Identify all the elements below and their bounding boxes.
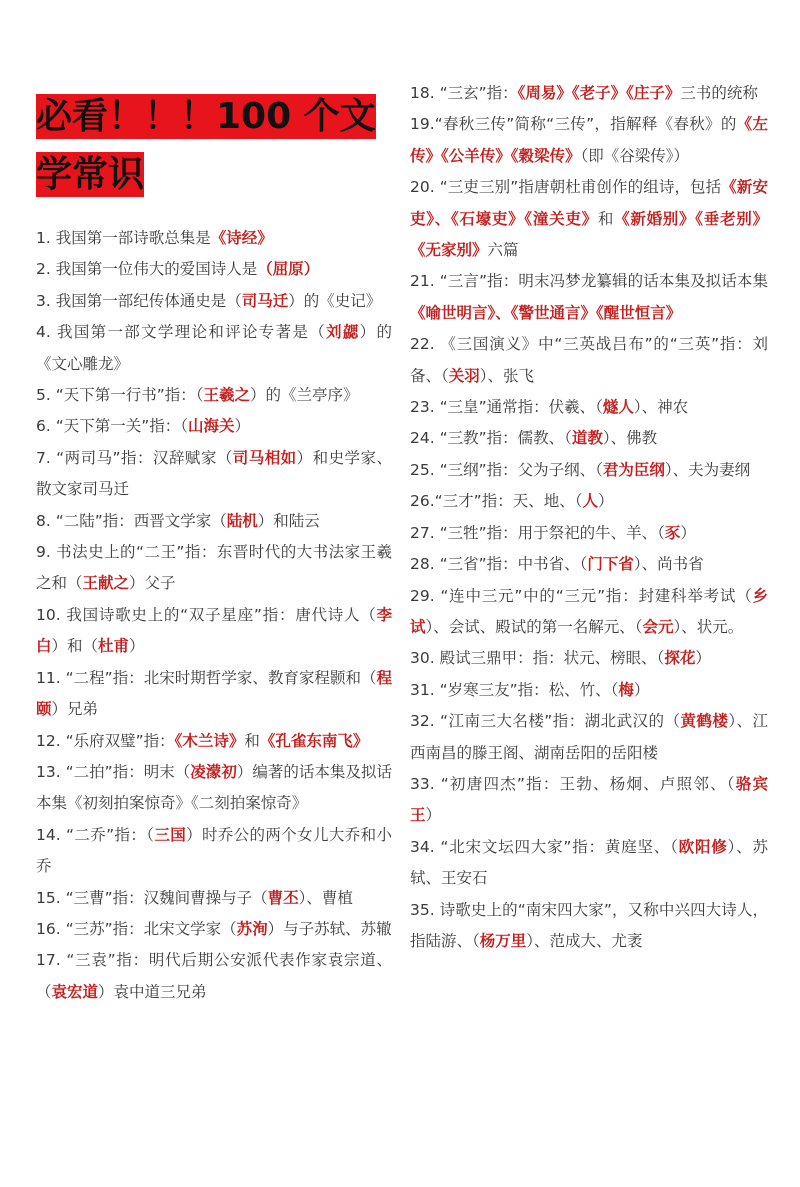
item-text: 4. 我国第一部文学理论和评论专著是（ [36,323,327,342]
list-item [36,443,392,506]
list-item [36,945,392,1008]
item-text: ）、佛教 [602,429,658,448]
item-text: 8. “二陆”指：西晋文学家（ [36,511,227,530]
list-item [410,266,768,329]
list-item [410,172,768,266]
list-item [36,506,392,537]
list-item [410,392,768,423]
item-text: 15. “三曹”指：汉魏间曹操与子（ [36,888,268,907]
item-text: ）和史学家、散文家司马迁 [36,448,392,499]
item-text: 1. 我国第一部诗歌总集是 [36,229,211,247]
item-text: ）、尚书省 [633,555,704,574]
item-text: 18. “三玄”指： [410,84,518,102]
list-item [36,537,392,600]
item-text: ）、苏轼、王安石 [410,837,768,888]
list-item [36,411,392,442]
item-text: ） [425,806,442,825]
list-item [36,286,392,317]
list-item [410,455,768,486]
item-text: 19.“春秋三传”简称“三传”，指解释《春秋》的 [410,115,737,134]
list-item [36,726,392,757]
item-text: 25. “三纲”指：父为子纲、（ [410,460,603,479]
list-item [410,581,768,644]
item-text: （即《谷梁传》） [580,146,690,165]
item-text: ）和陆云 [257,511,320,530]
highlighted-answer: 豕 [664,523,681,542]
list-item [36,883,392,914]
highlighted-answer: 《木兰诗》 [174,731,245,750]
highlighted-answer: 杜甫 [98,637,130,656]
highlighted-answer: 刘勰 [326,323,360,342]
highlighted-answer: 凌濛初 [190,762,237,781]
highlighted-answer: 《左传》《公羊传》《穀梁传》 [410,115,768,165]
item-text: ） [633,680,650,699]
item-text: 27. “三牲”指：用于祭祀的牛、羊、（ [410,523,665,542]
item-text: 5. “天下第一行书”指：（ [36,386,204,405]
highlighted-answer: 欧阳修 [678,837,728,856]
item-text: 14. “二乔”指：（ [36,825,155,844]
highlighted-answer: 杨万里 [479,931,527,950]
item-text: 12. “乐府双璧”指： [36,731,175,750]
highlighted-answer: 《新婚别》《垂老别》《无家别》 [410,209,768,260]
item-text: 23. “三皇”通常指：伏羲、（ [410,398,603,417]
item-text: 32. “江南三大名楼”指：湖北武汉的（ [410,712,681,731]
item-text: ）父子 [129,574,176,593]
highlighted-answer: 李白 [36,605,392,656]
item-text: ） [695,649,711,668]
list-item [36,663,392,726]
list-item [36,223,392,254]
item-text: 22. 《三国演义》中“三英战吕布”的“三英”指：刘备、（ [410,335,768,385]
item-text: ）的《文心雕龙》 [36,323,392,373]
item-text: 10. 我国诗歌史上的“双子星座”指：唐代诗人（ [36,605,377,624]
list-item [36,757,392,820]
highlighted-answer: 会元 [642,617,674,636]
item-text: ）、夫为妻纲 [664,460,751,479]
item-text: 9. 书法史上的“二王”指：东晋时代的大书法家王羲之和（ [36,543,392,593]
item-text: 29. “连中三元”中的“三元”指：封建科举考试（ [410,586,753,605]
highlighted-answer: 司马相如 [232,448,297,467]
item-text: ）的《兰亭序》 [250,386,359,405]
item-text: 33. “初唐四杰”指：王勃、杨炯、卢照邻、（ [410,774,736,793]
item-text: 21. “三言”指：明末冯梦龙纂辑的话本集及拟话本集 [410,272,768,291]
item-text: 35. 诗歌史上的“南宋四大家”，又称中兴四大诗人，指陆游、（ [410,900,768,950]
item-text: 和 [244,731,260,750]
highlighted-answer: 人 [582,492,598,511]
item-text: ） [597,492,614,511]
list-item [36,820,392,883]
highlighted-answer: 曹丕 [267,888,299,907]
item-text: ）和（ [51,637,99,656]
highlighted-answer: 黄鹤楼 [680,712,729,731]
page-title-text: 必看！！！100 个文学常识 [36,96,376,195]
highlighted-answer: 三国 [154,825,187,844]
highlighted-answer: 司马迁 [241,291,289,310]
list-item [36,380,392,411]
item-text: ）、张飞 [479,366,535,385]
item-text: ）、曹植 [298,888,353,907]
list-item [410,895,768,958]
list-item [410,706,768,769]
highlighted-answer: 道教 [571,429,603,448]
highlighted-answer: 乡试 [410,586,768,636]
item-text: 13. “二拍”指：明末（ [36,762,191,781]
highlighted-answer: 《孔雀东南飞》 [259,731,369,750]
list-item [410,423,768,454]
highlighted-answer: 陆机 [226,511,258,530]
list-item [410,518,768,549]
list-item [410,329,768,392]
list-item [36,914,392,945]
item-text: 24. “三教”指：儒教、（ [410,429,572,448]
highlighted-answer: 《周易》《老子》《庄子》 [517,84,681,102]
item-text: 17. “三袁”指：明代后期公安派代表作家袁宗道、（ [36,951,392,1001]
highlighted-answer: 门下省 [587,555,634,574]
list-item [410,486,768,517]
list-item [410,643,768,674]
item-text: ） [234,417,251,436]
highlighted-answer: 君为臣纲 [602,460,665,479]
item-text: ）兄弟 [51,700,99,719]
highlighted-answer: 王献之 [82,574,130,593]
item-text: 2. 我国第一位伟大的爱国诗人是 [36,260,258,279]
highlighted-answer: 《诗经》 [210,229,273,247]
left-column-list [36,223,392,1008]
highlighted-answer: 袁宏道 [51,982,99,1001]
item-text: ）、状元。 [673,617,744,636]
highlighted-answer: 梅 [618,680,634,699]
highlighted-answer: 《新安吏》、《石壕吏》《潼关吏》 [410,178,768,228]
item-text: 20. “三吏三别”指唐朝杜甫创作的组诗，包括 [410,178,722,197]
item-text: ）时乔公的两个女儿大乔和小乔 [36,825,392,876]
item-text: 34. “北宋文坛四大家”指：黄庭坚、（ [410,837,679,856]
item-text: ）编著的话本集及拟话本集《初刻拍案惊奇》《二刻拍案惊奇》 [36,762,392,813]
item-text: 30. 殿试三鼎甲：指：状元、榜眼、（ [410,649,665,668]
highlighted-answer: （屈原） [257,260,320,279]
item-text: 16. “三苏”指：北宋文学家（ [36,919,237,938]
item-text: 3. 我国第一部纪传体通史是（ [36,291,242,310]
list-item [36,600,392,663]
right-column-list [410,78,768,957]
item-text: ） [129,637,145,656]
list-item [410,769,768,832]
highlighted-answer: 关羽 [448,366,480,385]
item-text: ）、神农 [633,398,689,417]
item-text: 7. “两司马”指：汉辞赋家（ [36,448,233,467]
highlighted-answer: 山海关 [188,417,235,436]
list-item [410,78,768,109]
item-text: ）与子苏轼、苏辙 [267,919,392,938]
item-text: ） [680,523,696,542]
item-text: ）袁中道三兄弟 [98,982,207,1001]
item-text: 三书的统称 [680,84,758,102]
item-text: 28. “三省”指：中书省、（ [410,555,588,574]
item-text: 6. “天下第一关”指：（ [36,417,189,436]
list-item [410,549,768,580]
item-text: ）、范成大、尤袤 [526,931,643,950]
highlighted-answer: 《喻世明言》、《警世通言》《醒世恒言》 [410,303,682,322]
item-text: 六篇 [487,241,519,260]
highlighted-answer: 程颐 [36,668,392,719]
highlighted-answer: 骆宾王 [410,774,768,825]
list-item [36,317,392,380]
item-text: 和 [597,209,615,228]
highlighted-answer: 燧人 [602,398,634,417]
highlighted-answer: 探花 [664,649,696,668]
list-item [410,675,768,706]
item-text: ）的《史记》 [288,291,382,310]
item-text: ）、江西南昌的滕王阁、湖南岳阳的岳阳楼 [410,712,768,762]
item-text: 31. “岁寒三友”指：松、竹、（ [410,680,619,699]
list-item [410,109,768,172]
item-text: 11. “二程”指：北宋时期哲学家、教育家程颢和（ [36,668,377,687]
item-text: 26.“三才”指：天、地、（ [410,492,583,511]
list-item [36,254,392,285]
highlighted-answer: 苏洵 [236,919,268,938]
item-text: ）、会试、殿试的第一名解元、（ [425,617,643,636]
highlighted-answer: 王羲之 [203,386,251,405]
page-title [36,88,390,204]
list-item [410,832,768,895]
